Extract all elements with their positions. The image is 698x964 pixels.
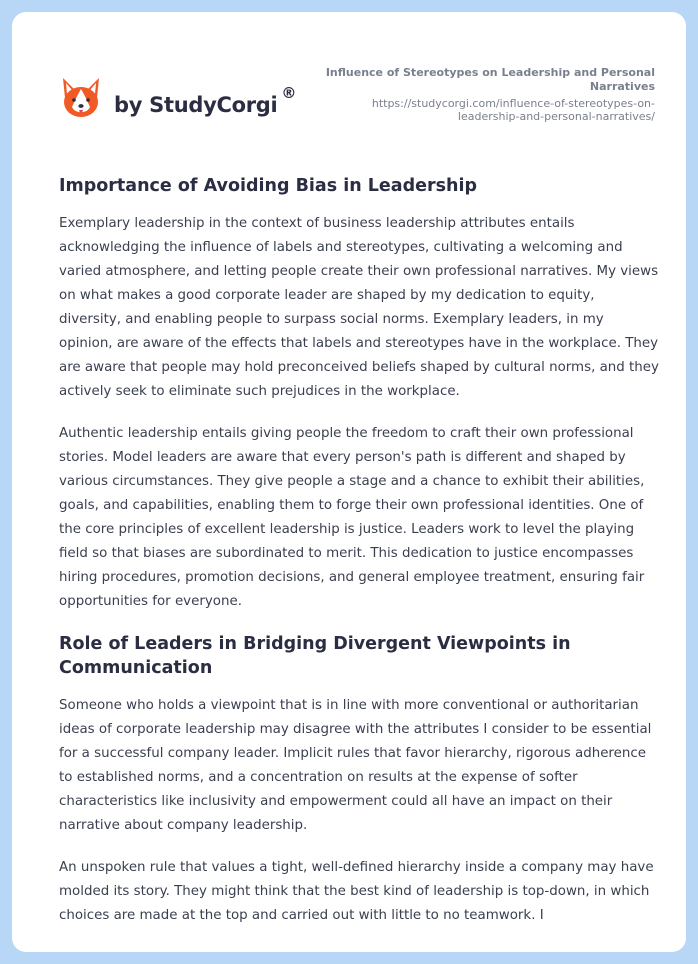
document-meta — [315, 66, 655, 123]
document-body — [59, 174, 659, 946]
brand-text: by StudyCorgi — [114, 92, 278, 117]
corgi-logo-icon — [60, 76, 102, 122]
paragraph: Exemplary leadership in the context of business leadership attributes entails acknowledging the influence of labels and stereotypes, cultivating a welcoming and varied atmosphere, and letting people create their own professional narratives. My views on what makes a good corporate leader are shaped by my dedication to equity, diversity, and enabling people to surpass social norms. Exemplary leaders, in my opinion, are aware of the effects that labels and stereotypes have in the workplace. They are aware that people may hold preconceived beliefs shaped by cultural norms, and they actively seek to eliminate such prejudices in the workplace. — [59, 216, 659, 399]
paragraph: An unspoken rule that values a tight, well-defined hierarchy inside a company may have molded its story. They might think that the best kind of leadership is top-down, in which choices are made at the top and carried out with little to no teamwork. I — [59, 860, 654, 923]
document-url[interactable]: https://studycorgi.com/influence-of-stereotypes-on-leadership-and-personal-narratives/ — [371, 97, 655, 123]
studycorgi-logo[interactable] — [60, 76, 296, 122]
paragraph: Someone who holds a viewpoint that is in line with more conventional or authoritarian ideas of corporate leadership may disagree with the attributes I consider to be essential for a successful company leader. Implicit rules that favor hierarchy, rigorous adherence to established norms, and a concentration on results at the expense of softer characteristics like inclusivity and empowerment could all have an impact on their narrative about company leadership. — [59, 698, 652, 833]
brand-name — [114, 83, 297, 117]
section-heading: Role of Leaders in Bridging Divergent Viewpoints in Communication — [59, 634, 571, 678]
document-page — [12, 12, 686, 952]
document-title: Influence of Stereotypes on Leadership and Personal Narratives — [325, 66, 655, 93]
document-header — [12, 12, 686, 152]
section-heading: Importance of Avoiding Bias in Leadership — [59, 176, 478, 196]
registered-mark: ® — [281, 83, 297, 102]
paragraph: Authentic leadership entails giving people the freedom to craft their own professional stories. Model leaders are aware that every person's path is different and shaped by various circumstances. They give people a stage and a chance to exhibit their abilities, goals, and capabilities, enabling them to forge their own professional identities. One of the core principles of excellent leadership is justice. Leaders work to level the playing field so that biases are subordinated to merit. This dedication to justice encompasses hiring procedures, promotion decisions, and general employee treatment, ensuring fair opportunities for everyone. — [59, 426, 645, 609]
